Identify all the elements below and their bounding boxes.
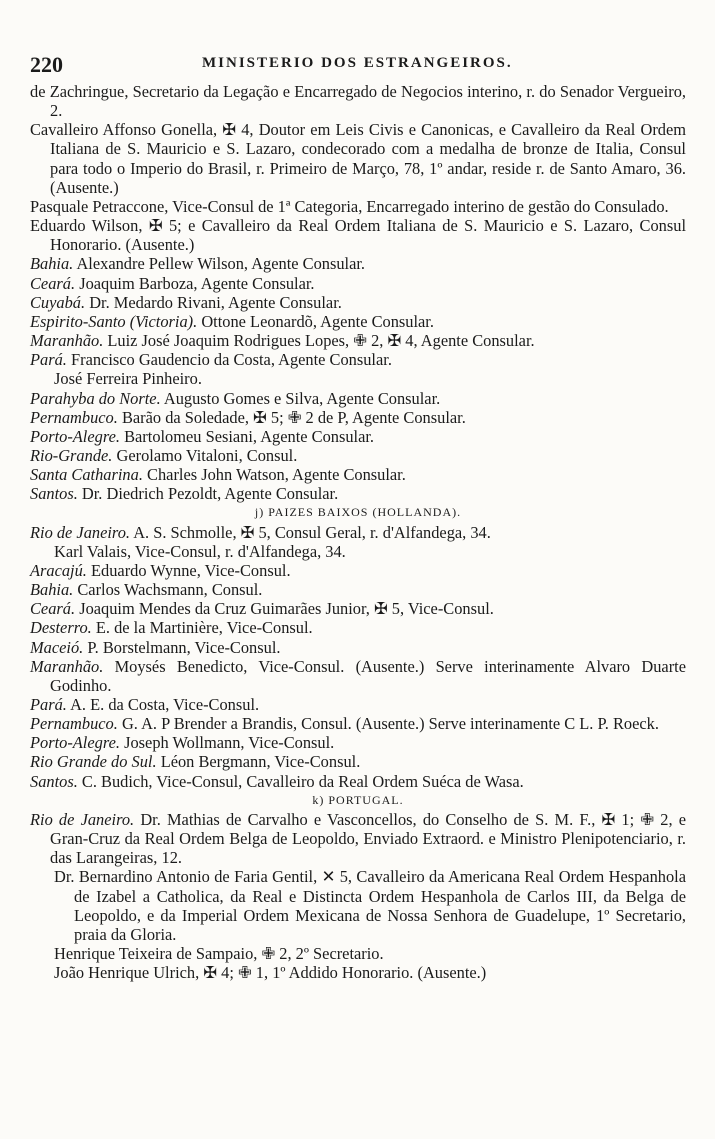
entry-text: C. Budich, Vice-Consul, Cavalleiro da Real Ordem Suéca de Wasa.	[81, 771, 524, 791]
entry-text: Pasquale Petraccone, Vice-Consul de 1ª Categoria, Encarregado interino de gestão do Consulado.	[30, 196, 669, 216]
list-item	[30, 714, 686, 733]
entry-text: Dr. Mathias de Carvalho e Vasconcellos, do Conselho de S. M. F., ✠ 1; ✙ 2, e Gran-Cruz da Real Ordem Belga de Leopoldo, Enviado Extraord. e Ministro Plenipotenciario, r. das Larangeiras, 12.	[50, 809, 686, 868]
section-heading: j) PAIZES BAIXOS (HOLLANDA).	[254, 505, 462, 520]
place-name: Porto-Alegre.	[30, 426, 120, 446]
list-item	[30, 542, 686, 561]
page-number: 220	[30, 52, 63, 77]
list-item	[30, 216, 686, 254]
place-name: Santa Catharina.	[30, 465, 143, 485]
place-name: Santos.	[30, 484, 78, 504]
list-item	[30, 695, 686, 714]
place-name: Ceará.	[30, 273, 76, 293]
list-item	[30, 350, 686, 369]
list-item	[30, 963, 686, 982]
place-name: Porto-Alegre.	[30, 733, 120, 753]
entry-text: Henrique Teixeira de Sampaio, ✙ 2, 2º Secretario.	[54, 944, 384, 964]
list-item	[30, 599, 686, 618]
place-name: Pernambuco.	[30, 407, 118, 427]
entry-text: P. Borstelmann, Vice-Consul.	[87, 637, 281, 657]
entry-text: Dr. Medardo Rivani, Agente Consular.	[89, 292, 342, 312]
list-item	[30, 331, 686, 350]
list-item	[30, 657, 686, 695]
entry-text: João Henrique Ulrich, ✠ 4; ✙ 1, 1º Addido Honorario. (Ausente.)	[54, 963, 487, 983]
list-item	[30, 638, 686, 657]
list-item	[30, 446, 686, 465]
list-item	[30, 752, 686, 771]
entry-text: José Ferreira Pinheiro.	[54, 369, 202, 389]
entry-text: Cavalleiro Affonso Gonella, ✠ 4, Doutor em Leis Civis e Canonicas, e Cavalleiro da Real Ordem Italiana de S. Mauricio e S. Lazaro, condecorado com a medalha de bronze de Italia, Consul para todo o Imperio do Brasil, r. Primeiro de Março, 78, 1º andar, reside r. de Santo Amaro, 36. (Ausente.)	[30, 120, 686, 197]
entry-text: E. de la Martinière, Vice-Consul.	[95, 618, 313, 638]
entry-text: Ottone Leonardõ, Agente Consular.	[201, 311, 434, 331]
entry-text: Dr. Diedrich Pezoldt, Agente Consular.	[81, 484, 339, 504]
list-item	[30, 733, 686, 752]
list-item	[30, 254, 686, 273]
list-item	[30, 274, 686, 293]
entry-text: Luiz José Joaquim Rodrigues Lopes, ✙ 2, ✠ 4, Agente Consular.	[107, 331, 535, 351]
entry-text: Carlos Wachsmann, Consul.	[77, 580, 263, 600]
place-name: Maranhão.	[30, 656, 104, 676]
list-item	[30, 523, 686, 542]
list-item	[30, 427, 686, 446]
list-item	[30, 120, 686, 197]
section-heading: k) PORTUGAL.	[312, 792, 404, 807]
list-item	[30, 465, 686, 484]
place-name: Desterro.	[30, 618, 92, 638]
list-item	[30, 772, 686, 791]
list-item	[30, 484, 686, 503]
list-item	[30, 369, 686, 388]
list-item	[30, 293, 686, 312]
place-name: Rio-Grande.	[30, 445, 113, 465]
place-name: Ceará.	[30, 599, 76, 619]
list-item	[30, 944, 686, 963]
page-title: MINISTERIO DOS ESTRANGEIROS.	[202, 55, 513, 71]
list-item	[30, 197, 686, 216]
place-name: Pará.	[30, 350, 67, 370]
place-name: Parahyba do Norte.	[30, 388, 161, 408]
page-header	[30, 52, 690, 80]
list-item	[30, 389, 686, 408]
list-item	[30, 312, 686, 331]
entry-text: Eduardo Wilson, ✠ 5; e Cavalleiro da Real Ordem Italiana de S. Mauricio e S. Lazaro, Consul Honorario. (Ausente.)	[30, 216, 686, 255]
entry-text: Augusto Gomes e Silva, Agente Consular.	[163, 388, 441, 408]
place-name: Rio Grande do Sul.	[30, 752, 157, 772]
entry-text: Karl Valais, Vice-Consul, r. d'Alfandega, 34.	[54, 541, 346, 561]
entry-text: Charles John Watson, Agente Consular.	[147, 465, 406, 485]
entry-text: Eduardo Wynne, Vice-Consul.	[91, 560, 291, 580]
entry-text: de Zachringue, Secretario da Legação e Encarregado de Negocios interino, r. do Senador Vergueiro, 2.	[30, 82, 686, 121]
entry-text: A. E. da Costa, Vice-Consul.	[70, 695, 260, 714]
entry-text: Moysés Benedicto, Vice-Consul. (Ausente.) Serve interinamente Alvaro Duarte Godinho.	[50, 656, 686, 695]
place-name: Maranhão.	[30, 331, 104, 351]
entry-text: Francisco Gaudencio da Costa, Agente Consular.	[71, 350, 392, 370]
place-name: Cuyabá.	[30, 292, 86, 312]
list-item	[30, 408, 686, 427]
list-item	[30, 561, 686, 580]
list-item	[30, 580, 686, 599]
entry-text: G. A. P Brender a Brandis, Consul. (Ausente.) Serve interinamente C L. P. Roeck.	[121, 714, 659, 734]
entry-text: Barão da Soledade, ✠ 5; ✙ 2 de P, Agente Consular.	[121, 407, 466, 427]
entry-text: A. S. Schmolle, ✠ 5, Consul Geral, r. d'Alfandega, 34.	[133, 522, 491, 542]
place-name: Aracajú.	[30, 560, 87, 580]
place-name: Santos.	[30, 771, 78, 791]
entry-text: Joaquim Mendes da Cruz Guimarães Junior, ✠ 5, Vice-Consul.	[79, 599, 494, 619]
entry-text: Bartolomeu Sesiani, Agente Consular.	[124, 426, 375, 446]
list-item	[30, 618, 686, 637]
place-name: Pará.	[30, 695, 67, 714]
list-item	[30, 867, 686, 944]
place-name: Rio de Janeiro.	[30, 522, 130, 542]
entry-text: Joaquim Barboza, Agente Consular.	[79, 273, 315, 293]
list-item	[30, 810, 686, 867]
entry-text: Gerolamo Vitaloni, Consul.	[116, 445, 298, 465]
place-name: Bahia.	[30, 580, 74, 600]
entry-text: Joseph Wollmann, Vice-Consul.	[124, 733, 335, 753]
place-name: Rio de Janeiro.	[30, 809, 135, 829]
place-name: Maceió.	[30, 637, 84, 657]
place-name: Espirito-Santo (Victoria).	[30, 311, 198, 331]
place-name: Bahia.	[30, 254, 74, 274]
entry-text: Alexandre Pellew Wilson, Agente Consular.	[76, 254, 366, 274]
list-item	[30, 82, 686, 120]
place-name: Pernambuco.	[30, 714, 118, 734]
entry-text: Dr. Bernardino Antonio de Faria Gentil, ✕ 5, Cavalleiro da Americana Real Ordem Hespanhola de Izabel a Catholica, da Real e Distincta Ordem Hespanhola de Carlos III, da Belga de Leopoldo, e da Imperial Ordem Mexicana de Nossa Senhora de Guadelupe, 1º Secretario, praia da Gloria.	[54, 867, 686, 944]
entry-text: Léon Bergmann, Vice-Consul.	[160, 752, 361, 772]
entry-list	[30, 82, 686, 982]
